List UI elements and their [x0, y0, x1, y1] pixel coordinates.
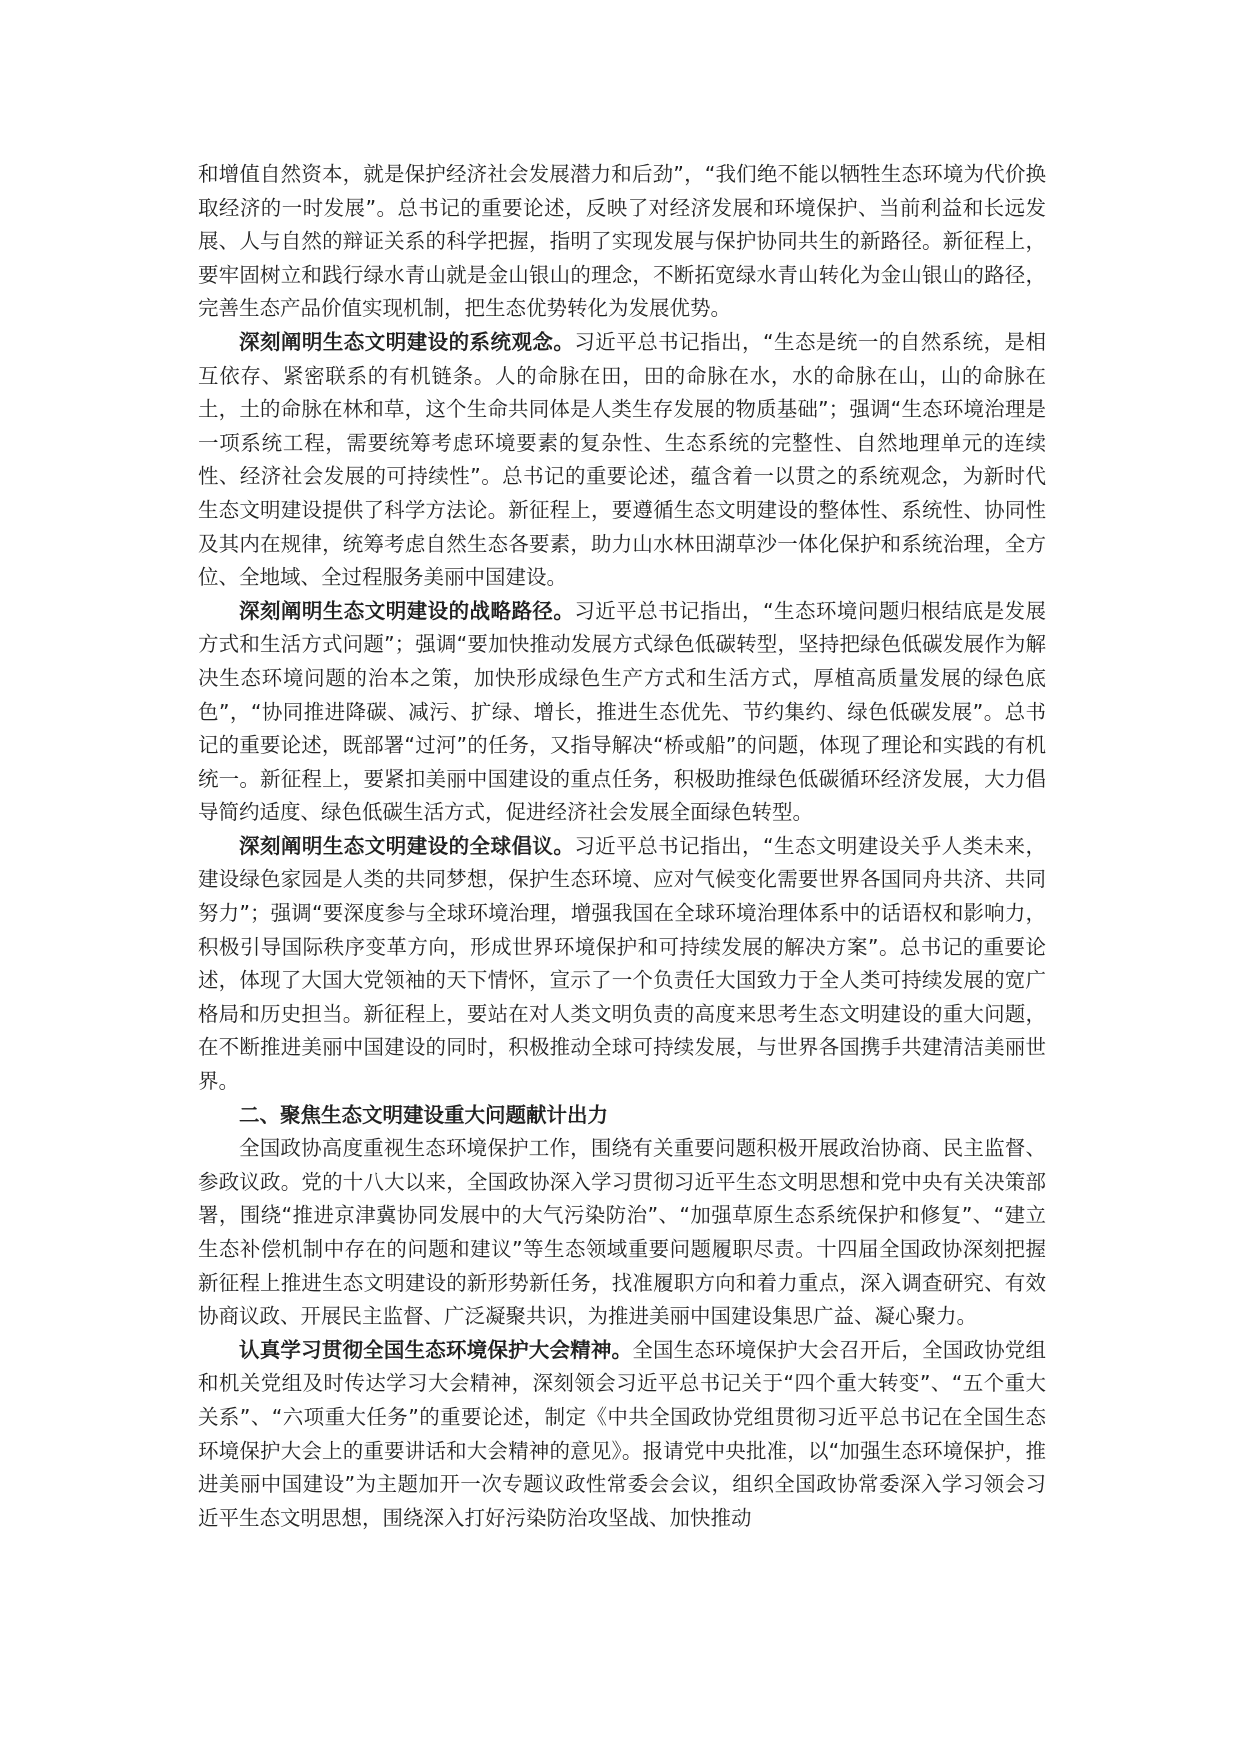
paragraph-3-lead: 深刻阐明生态文明建设的战略路径。	[239, 598, 575, 623]
paragraph-4-text: 习近平总书记指出，“生态文明建设关乎人类未来，建设绿色家园是人类的共同梦想，保护生态环境、应对气候变化需要世界各国同舟共济、共同努力”；强调“要深度参与全球环境治理，增强我国在全球环境治理体系中的话语权和影响力，积极引导国际秩序变革方向，形成世界环境保护和可持续发展的解决方案”。总书记的重要论述，体现了大国大党领袖的天下情怀，宣示了一个负责任大国致力于全人类可持续发展的宽广格局和历史担当。新征程上，要站在对人类文明负责的高度来思考生态文明建设的重大问题，在不断推进美丽中国建设的同时，积极推动全球可持续发展，与世界各国携手共建清洁美丽世界。	[198, 833, 1047, 1094]
paragraph-4	[198, 830, 1046, 1099]
section-heading: 二、聚焦生态文明建设重大问题献计出力	[239, 1102, 608, 1127]
paragraph-6	[198, 1334, 1046, 1536]
paragraph-2	[198, 326, 1046, 595]
document-page	[198, 158, 1046, 1535]
paragraph-3	[198, 595, 1046, 830]
paragraph-1-text: 和增值自然资本，就是保护经济社会发展潜力和后劲”，“我们绝不能以牺牲生态环境为代价换取经济的一时发展”。总书记的重要论述，反映了对经济发展和环境保护、当前利益和长远发展、人与自然的辩证关系的科学把握，指明了实现发展与保护协同共生的新路径。新征程上，要牢固树立和践行绿水青山就是金山银山的理念，不断拓宽绿水青山转化为金山银山的路径，完善生态产品价值实现机制，把生态优势转化为发展优势。	[198, 162, 1046, 321]
paragraph-6-text: 全国生态环境保护大会召开后，全国政协党组和机关党组及时传达学习大会精神，深刻领会习近平总书记关于“四个重大转变”、“五个重大关系”、“六项重大任务”的重要论述，制定《中共全国政协党组贯彻习近平总书记在全国生态环境保护大会上的重要讲话和大会精神的意见》。报请党中央批准，以“加强生态环境保护，推进美丽中国建设”为主题加开一次专题议政性常委会会议，组织全国政协常委深入学习领会习近平生态文明思想，围绕深入打好污染防治攻坚战、加快推动	[198, 1337, 1046, 1530]
paragraph-1	[198, 158, 1046, 326]
paragraph-3-text: 习近平总书记指出，“生态环境问题归根结底是发展方式和生活方式问题”；强调“要加快推动发展方式绿色低碳转型，坚持把绿色低碳发展作为解决生态环境问题的治本之策，加快形成绿色生产方式和生活方式，厚植高质量发展的绿色底色”，“协同推进降碳、减污、扩绿、增长，推进生态优先、节约集约、绿色低碳发展”。总书记的重要论述，既部署“过河”的任务，又指导解决“桥或船”的问题，体现了理论和实践的有机统一。新征程上，要紧扣美丽中国建设的重点任务，积极助推绿色低碳循环经济发展，大力倡导简约适度、绿色低碳生活方式，促进经济社会发展全面绿色转型。	[198, 598, 1047, 825]
paragraph-2-lead: 深刻阐明生态文明建设的系统观念。	[239, 329, 575, 354]
paragraph-2-text: 习近平总书记指出，“生态是统一的自然系统，是相互依存、紧密联系的有机链条。人的命脉在田，田的命脉在水，水的命脉在山，山的命脉在土，土的命脉在林和草，这个生命共同体是人类生存发展的物质基础”；强调“生态环境治理是一项系统工程，需要统筹考虑环境要素的复杂性、生态系统的完整性、自然地理单元的连续性、经济社会发展的可持续性”。总书记的重要论述，蕴含着一以贯之的系统观念，为新时代生态文明建设提供了科学方法论。新征程上，要遵循生态文明建设的整体性、系统性、协同性及其内在规律，统筹考虑自然生态各要素，助力山水林田湖草沙一体化保护和系统治理，全方位、全地域、全过程服务美丽中国建设。	[198, 329, 1047, 590]
paragraph-4-lead: 深刻阐明生态文明建设的全球倡议。	[239, 833, 575, 858]
paragraph-5-text: 全国政协高度重视生态环境保护工作，围绕有关重要问题积极开展政治协商、民主监督、参政议政。党的十八大以来，全国政协深入学习贯彻习近平生态文明思想和党中央有关决策部署，围绕“推进京津冀协同发展中的大气污染防治”、“加强草原生态系统保护和修复”、“建立生态补偿机制中存在的问题和建议”等生态领域重要问题履职尽责。十四届全国政协深刻把握新征程上推进生态文明建设的新形势新任务，找准履职方向和着力重点，深入调查研究、有效协商议政、开展民主监督、广泛凝聚共识，为推进美丽中国建设集思广益、凝心聚力。	[198, 1136, 1046, 1329]
paragraph-5	[198, 1132, 1046, 1334]
paragraph-6-lead: 认真学习贯彻全国生态环境保护大会精神。	[239, 1337, 633, 1362]
